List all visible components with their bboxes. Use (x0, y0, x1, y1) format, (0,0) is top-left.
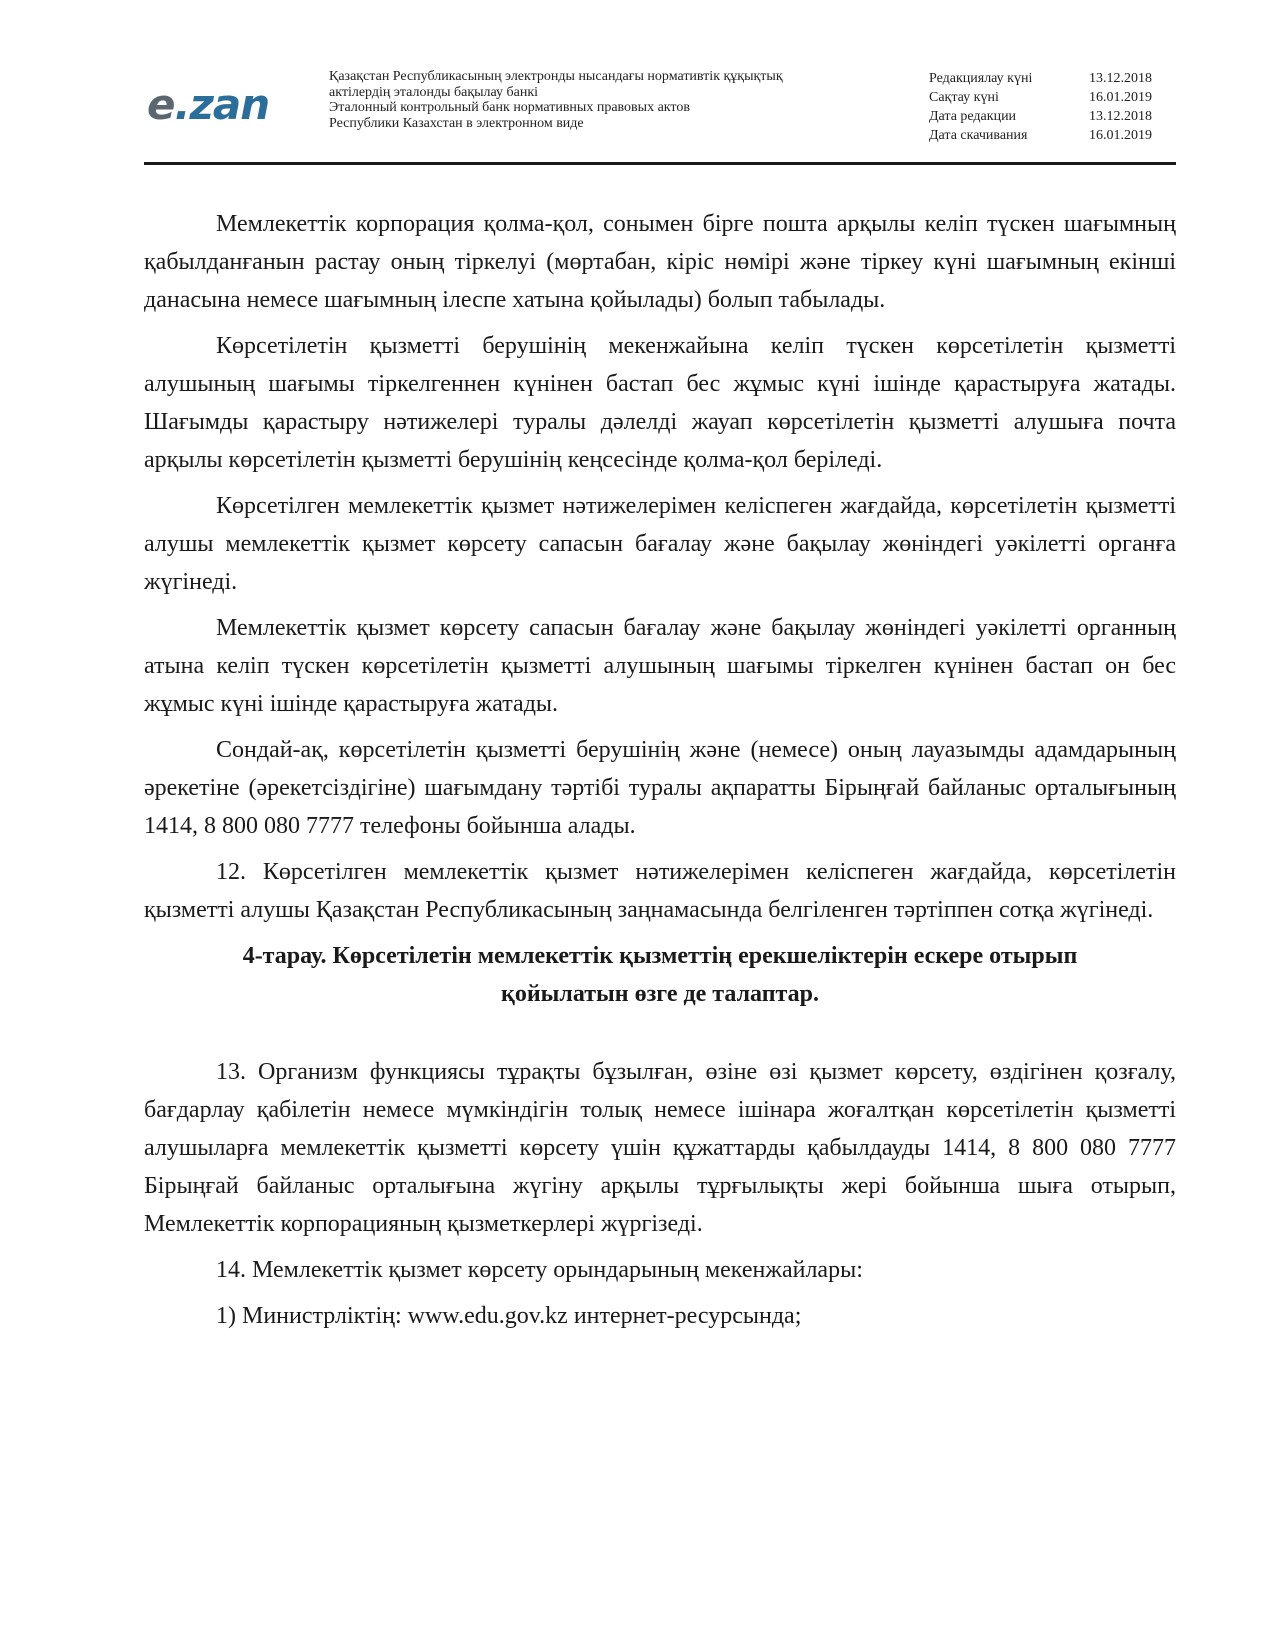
logo-dot: . (174, 80, 190, 129)
header-line: актілердің эталонды бақылау банкі (329, 84, 539, 100)
header-divider (144, 162, 1176, 165)
header-line: Эталонный контрольный банк нормативных правовых актов (329, 100, 690, 115)
chapter-heading-line2: қойылатын өзге де талаптар. (501, 981, 819, 1007)
chapter-heading (144, 937, 1176, 1013)
meta-row (929, 88, 1179, 107)
header-bank-title (329, 69, 889, 131)
body-paragraph: 12. Көрсетілген мемлекеттік қызмет нәтижелерімен келіспеген жағдайда, көрсетілетін қызметті алушы Қазақстан Республикасының заңнамасында белгіленген тәртіппен сотқа жүгінеді. (144, 859, 1176, 923)
meta-value: 13.12.2018 (1089, 109, 1152, 124)
meta-value: 16.01.2019 (1089, 128, 1152, 143)
logo-zan: zan (189, 80, 270, 129)
header-line: Республики Казахстан в электронном виде (329, 115, 584, 131)
document-body (144, 205, 1176, 1343)
ezan-logo[interactable] (147, 80, 269, 129)
meta-value: 16.01.2019 (1089, 90, 1152, 105)
meta-row (929, 69, 1179, 88)
body-paragraph: Көрсетілген мемлекеттік қызмет нәтижелерімен келіспеген жағдайда, көрсетілетін қызметті алушы мемлекеттік қызмет көрсету сапасын бағалау және бақылау жөніндегі уәкілетті органға жүгінеді. (144, 493, 1176, 595)
meta-label: Дата скачивания (929, 128, 1028, 143)
body-paragraph: Сондай-ақ, көрсетілетін қызметті берушінің және (немесе) оның лауазымды адамдарының әрекетіне (әрекетсіздігіне) шағымдану тәртібі туралы ақпаратты Бірыңғай байланыс орталығының 1414, 8 800 080 7777 телефоны бойынша алады. (144, 737, 1176, 839)
body-paragraph: Мемлекеттік корпорация қолма-қол, сонымен бірге пошта арқылы келіп түскен шағымның қабылданғанын растау оның тіркелуі (мөртабан, кіріс нөмірі және тіркеу күні шағымның екінші данасына немесе шағымның ілеспе хатына қойылады) болып табылады. (144, 211, 1176, 313)
body-paragraph: Көрсетілетін қызметті берушінің мекенжайына келіп түскен көрсетілетін қызметті алушының шағымы тіркелгеннен күнінен бастап бес жұмыс күні ішінде қарастыруға жатады. Шағымды қарастыру нәтижелері туралы дәлелді жауап көрсетілетін қызметті алушыға почта арқылы көрсетілетін қызметті берушінің кеңсесінде қолма-қол беріледі. (144, 333, 1176, 473)
meta-value: 13.12.2018 (1089, 71, 1152, 86)
header-line: Қазақстан Республикасының электронды нысандағы нормативтік құқықтық (329, 69, 783, 84)
body-paragraph: 13. Организм функциясы тұрақты бұзылған, өзіне өзі қызмет көрсету, өздігінен қозғалу, бағдарлау қабілетін немесе мүмкіндігін толық немесе ішінара жоғалтқан көрсетілетін қызметті алушыларға мемлекеттік қызметті көрсету үшін құжаттарды қабылдауды 1414, 8 800 080 7777 Бірыңғай байланыс орталығына жүгіну арқылы тұрғылықты жері бойынша шыға отырып, Мемлекеттік корпорацияның қызметкерлері жүргізеді. (144, 1059, 1176, 1237)
meta-label: Сақтау күні (929, 90, 999, 105)
meta-label: Редакциялау күні (929, 71, 1033, 86)
body-paragraph: 14. Мемлекеттік қызмет көрсету орындарының мекенжайлары: (216, 1257, 863, 1283)
chapter-heading-line1: 4-тарау. Көрсетілетін мемлекеттік қызметтің ерекшеліктерін ескере отырып (242, 943, 1078, 969)
body-paragraph: Мемлекеттік қызмет көрсету сапасын бағалау және бақылау жөніндегі уәкілетті органның атына келіп түскен көрсетілетін қызметті алушының шағымы тіркелген күнінен бастап он бес жұмыс күні ішінде қарастыруға жатады. (144, 615, 1176, 717)
document-header (144, 58, 1176, 158)
list-item: 1) Министрліктің: www.edu.gov.kz интернет-ресурсында; (216, 1303, 802, 1329)
meta-label: Дата редакции (929, 109, 1017, 124)
logo-e: e (147, 80, 175, 129)
meta-row (929, 126, 1179, 145)
header-dates (929, 69, 1179, 145)
meta-row (929, 107, 1179, 126)
